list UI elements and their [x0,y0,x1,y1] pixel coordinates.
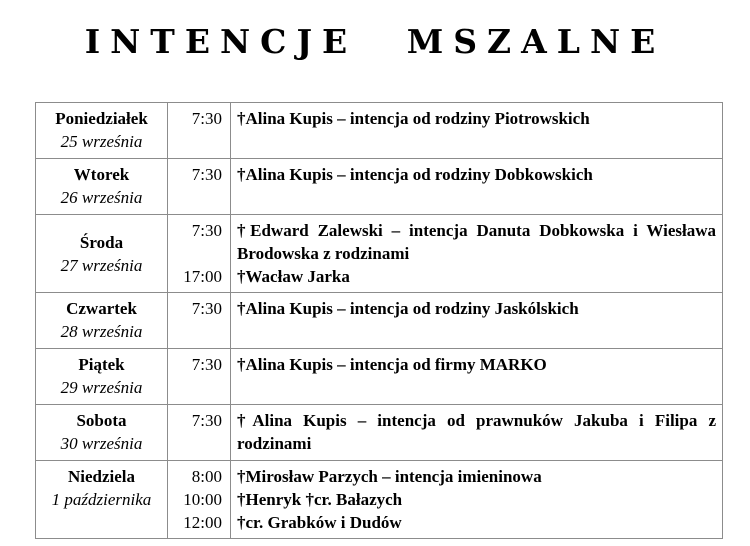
day-date: 26 września [60,188,143,207]
intention-cell [231,103,723,159]
day-cell [36,405,168,461]
day-name: Czwartek [66,299,137,318]
intention-text: †Alina Kupis – intencja od rodziny Piotrowskich [237,109,590,128]
day-cell [36,159,168,215]
day-name: Środa [79,232,124,252]
day-date: 30 września [60,434,143,453]
time-cell [168,159,231,215]
table-row-tuesday [36,159,723,215]
intention-cell [231,461,723,539]
intention-cell [231,159,723,215]
intention-text: †Edward Zalewski – intencja Danuta Dobkowska i Wiesława Brodowska z rodzinami [237,221,716,263]
intention-text: †Alina Kupis – intencja od firmy MARKO [237,355,547,374]
day-name: Piątek [78,355,125,374]
day-date: 28 września [60,322,143,341]
mass-time: 7:30 [191,221,222,240]
time-cell [168,405,231,461]
day-date: 25 września [60,132,143,151]
time-cell [168,461,231,539]
intention-text: †Alina Kupis – intencja od prawnuków Jakuba i Filipa z rodzinami [237,411,716,453]
mass-time: 7:30 [191,355,222,374]
table-row-saturday [36,405,723,461]
mass-time: 17:00 [183,267,222,286]
table-row-monday [36,103,723,159]
intention-text: †Henryk †cr. Bałazych [237,490,403,509]
intention-cell [231,293,723,349]
table-row-wednesday [36,215,723,293]
mass-time: 8:00 [191,467,222,486]
day-cell [36,293,168,349]
day-name: Wtorek [73,165,130,184]
intention-cell [231,405,723,461]
intention-text: †Alina Kupis – intencja od rodziny Jaskólskich [237,299,579,318]
intention-text: †cr. Grabków i Dudów [237,513,402,532]
table-row-friday [36,349,723,405]
intention-text: †Wacław Jarka [237,267,350,286]
time-cell [168,293,231,349]
mass-time: 7:30 [191,411,222,430]
page-title: INTENCJE MSZALNE [84,22,666,61]
time-cell [168,215,231,293]
time-cell [168,103,231,159]
intention-text: †Mirosław Parzych – intencja imieninowa [237,467,542,486]
intention-cell [231,349,723,405]
day-cell [36,349,168,405]
day-date: 29 września [60,378,143,397]
day-cell [36,215,168,293]
day-date: 1 października [51,490,152,509]
time-spacer [174,242,222,265]
day-cell [36,461,168,539]
day-name: Niedziela [67,467,136,486]
mass-time: 12:00 [183,513,222,532]
time-cell [168,349,231,405]
day-cell [36,103,168,159]
mass-time: 7:30 [191,299,222,318]
mass-time: 10:00 [183,490,222,509]
intention-cell [231,215,723,293]
mass-intentions-table [35,102,723,539]
day-date: 27 września [60,255,143,275]
day-name: Sobota [76,411,127,430]
day-name: Poniedziałek [55,109,148,128]
table-row-sunday [36,461,723,539]
mass-time: 7:30 [191,109,222,128]
mass-time: 7:30 [191,165,222,184]
intention-text: †Alina Kupis – intencja od rodziny Dobkowskich [237,165,593,184]
table-row-thursday [36,293,723,349]
